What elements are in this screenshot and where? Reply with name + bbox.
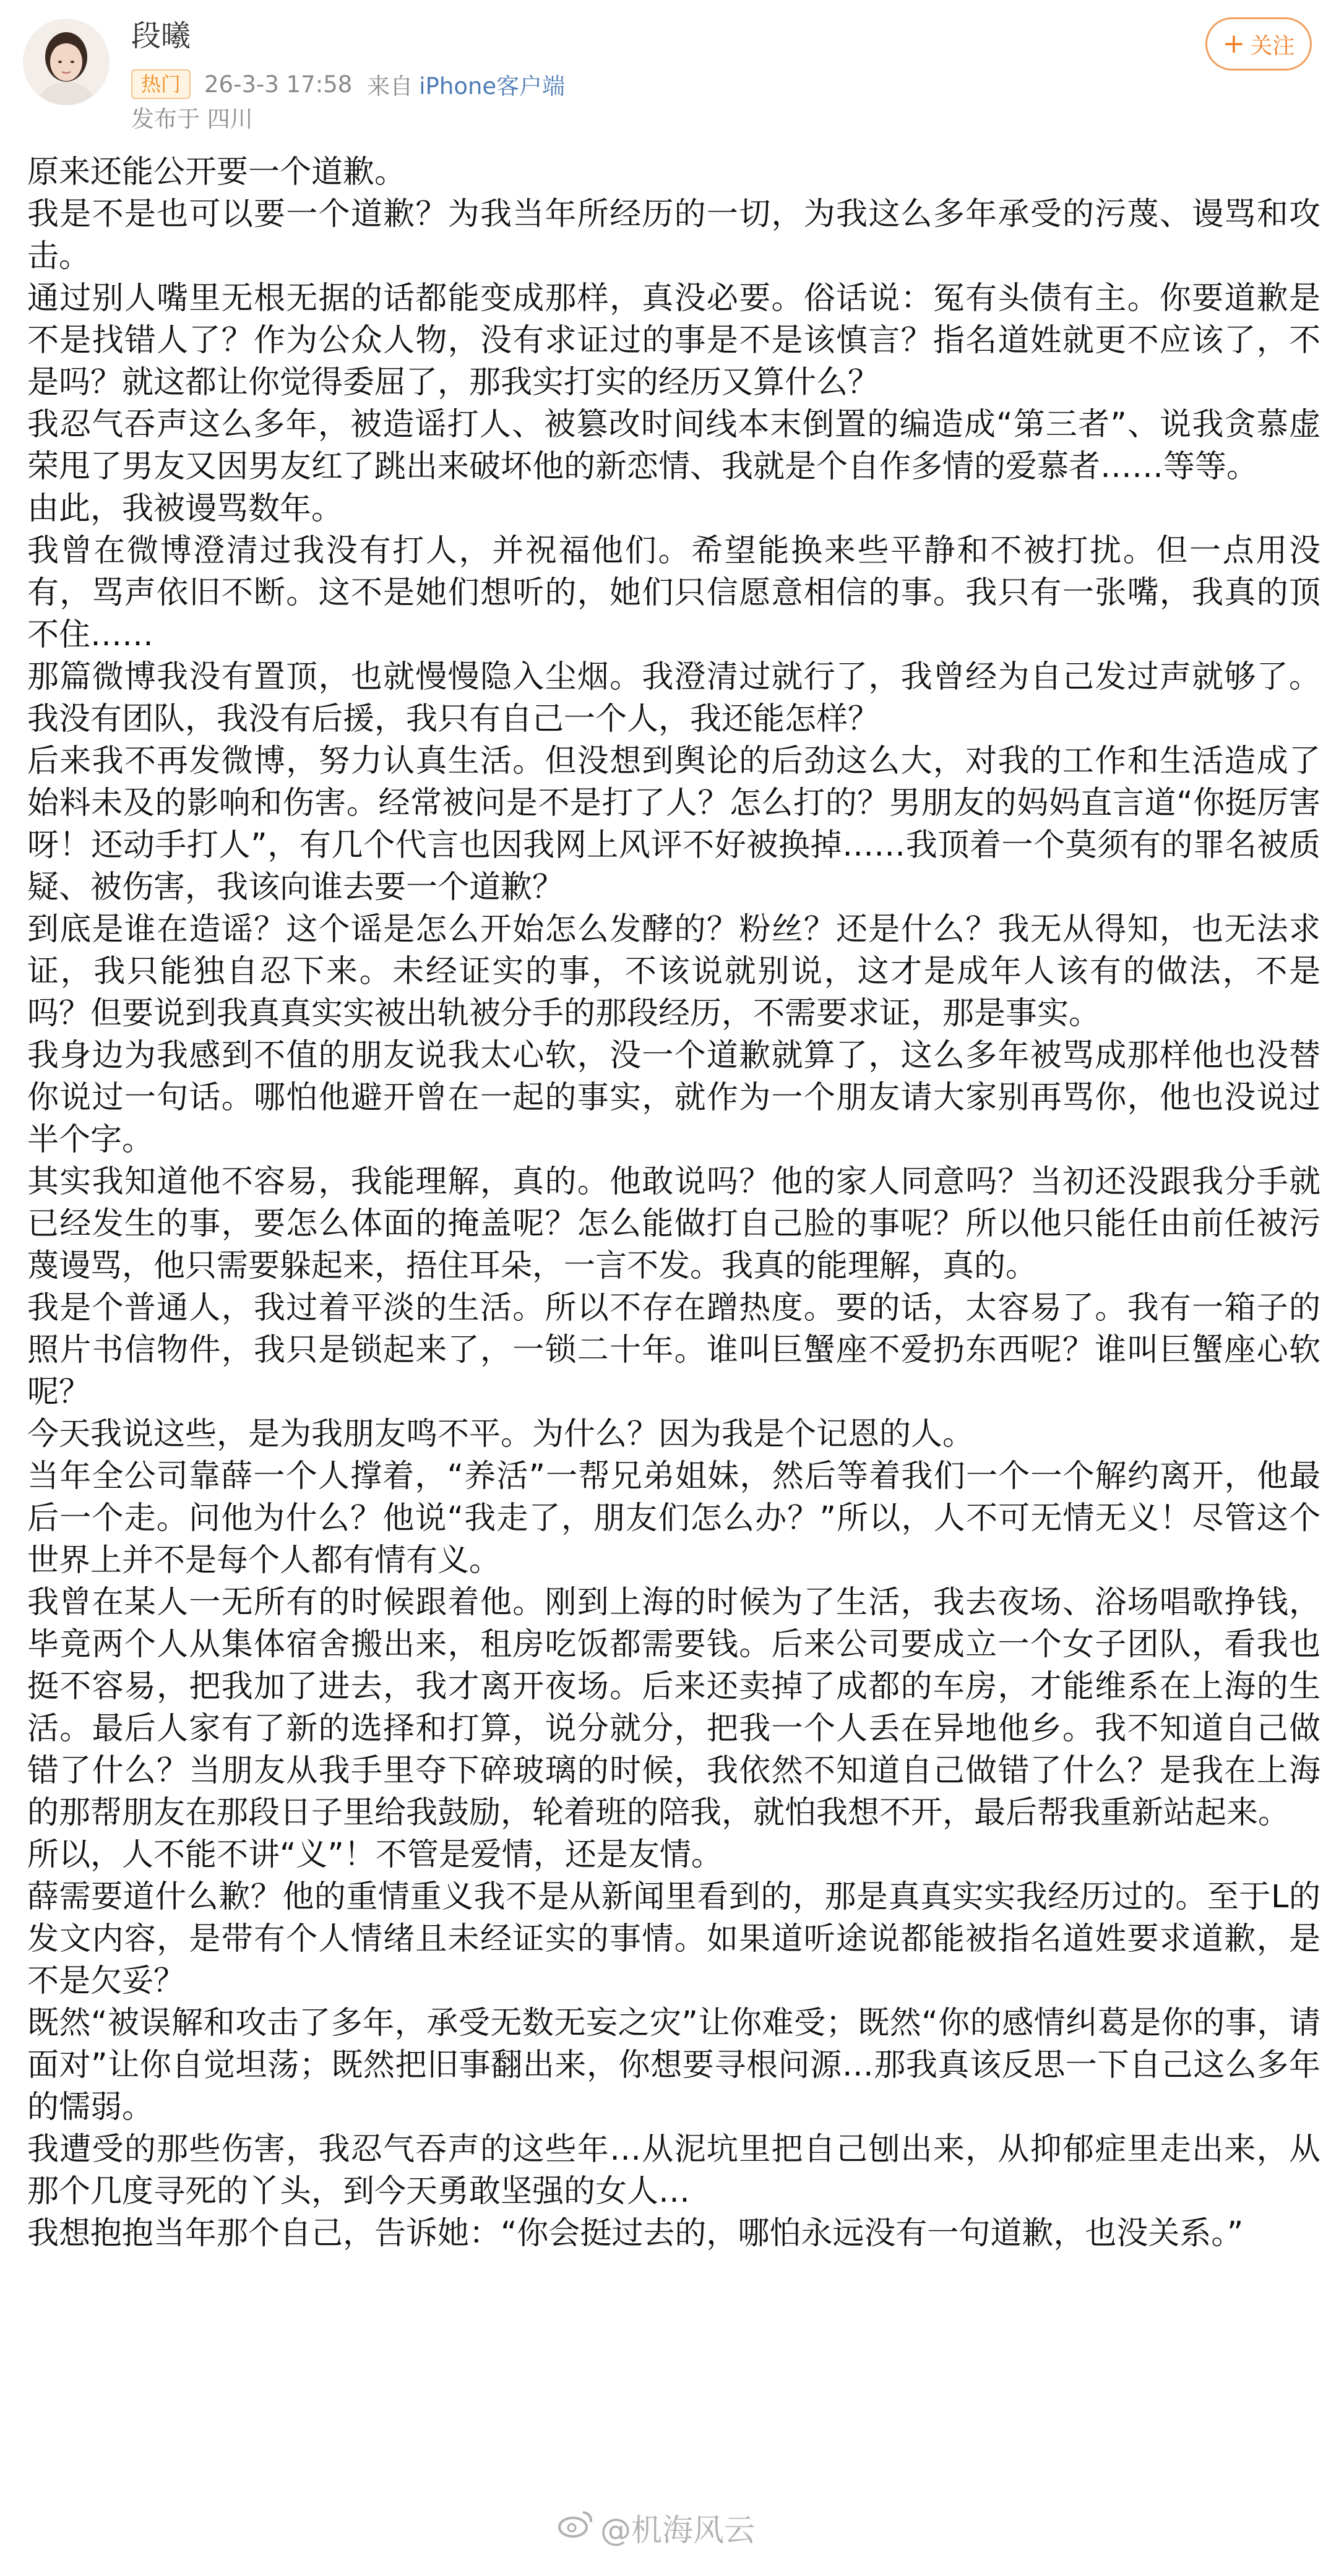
post-paragraph: 我遭受的那些伤害，我忍气吞声的这些年…从泥坑里把自己刨出来，从抑郁症里走出来，从那个几度寻死的丫头，到今天勇敢坚强的女人…	[27, 2131, 1320, 2210]
post-paragraph: 我曾在某人一无所有的时候跟着他。刚到上海的时候为了生活，我去夜场、浴场唱歌挣钱，毕竟两个人从集体宿舍搬出来，租房吃饭都需要钱。后来公司要成立一个女子团队，看我也挺不容易，把我加了进去，我才离开夜场。后来还卖掉了成都的车房，才能维系在上海的生活。最后人家有了新的选择和打算，说分就分，把我一个人丢在异地他乡。我不知道自己做错了什么？当朋友从我手里夺下碎玻璃的时候，我依然不知道自己做错了什么？是我在上海的那帮朋友在那段日子里给我鼓励，轮着班的陪我，就怕我想不开，最后帮我重新站起来。	[27, 1584, 1320, 1831]
avatar-portrait-icon	[23, 19, 110, 105]
post-paragraph: 原来还能公开要一个道歉。	[27, 154, 407, 191]
post-paragraph: 由此，我被谩骂数年。	[27, 491, 343, 527]
post-time: 26-3-3 17:58	[204, 71, 353, 98]
plus-icon: +	[1222, 28, 1246, 59]
post-location: 发布于 四川	[131, 106, 253, 132]
post-paragraph: 其实我知道他不容易，我能理解，真的。他敢说吗？他的家人同意吗？当初还没跟我分手就已经发生的事，要怎么体面的掩盖呢？怎么能做打自己脸的事呢？所以他只能任由前任被污蔑谩骂，他只需要躲起来，捂住耳朵，一言不发。我真的能理解，真的。	[27, 1164, 1320, 1284]
post-paragraph: 既然“被误解和攻击了多年，承受无数无妄之灾”让你难受；既然“你的感情纠葛是你的事，请面对”让你自觉坦荡；既然把旧事翻出来，你想要寻根问源…那我真该反思一下自己这么多年的懦弱。	[27, 2005, 1320, 2126]
post-paragraph: 我是个普通人，我过着平淡的生活。所以不存在蹭热度。要的话，太容易了。我有一箱子的照片书信物件，我只是锁起来了，一锁二十年。谁叫巨蟹座不爱扔东西呢？谁叫巨蟹座心软呢？	[27, 1290, 1320, 1410]
post-paragraph: 当年全公司靠薛一个人撑着，“养活”一帮兄弟姐妹，然后等着我们一个一个解约离开，他最后一个走。问他为什么？他说“我走了，朋友们怎么办？”所以，人不可无情无义！尽管这个世界上并不是每个人都有情有义。	[27, 1458, 1320, 1579]
post-paragraph: 我身边为我感到不值的朋友说我太心软，没一个道歉就算了，这么多年被骂成那样他也没替你说过一句话。哪怕他避开曾在一起的事实，就作为一个朋友请大家别再骂你，他也没说过半个字。	[27, 1037, 1320, 1158]
post-paragraph: 我是不是也可以要一个道歉？为我当年所经历的一切，为我这么多年承受的污蔑、谩骂和攻击。	[27, 196, 1320, 275]
post-meta	[131, 68, 565, 100]
watermark-text: @机海风云	[600, 2512, 755, 2548]
source-link[interactable]: iPhone客户端	[419, 73, 566, 100]
post-header	[0, 0, 1344, 142]
post-body	[27, 152, 1320, 2255]
watermark	[557, 2505, 755, 2550]
post-paragraph: 我忍气吞声这么多年，被造谣打人、被篡改时间线本末倒置的编造成“第三者”、说我贪慕虚荣甩了男友又因男友红了跳出来破坏他的新恋情、我就是个自作多情的爱慕者……等等。	[27, 406, 1320, 485]
follow-label: 关注	[1250, 33, 1295, 59]
avatar[interactable]	[23, 19, 110, 105]
post-paragraph: 到底是谁在造谣？这个谣是怎么开始怎么发酵的？粉丝？还是什么？我无从得知，也无法求证，我只能独自忍下来。未经证实的事，不该说就别说，这才是成年人该有的做法，不是吗？但要说到我真真实实被出轨被分手的那段经历，不需要求证，那是事实。	[27, 911, 1320, 1032]
username[interactable]: 段曦	[131, 19, 191, 53]
post-paragraph: 那篇微博我没有置顶，也就慢慢隐入尘烟。我澄清过就行了，我曾经为自己发过声就够了。我没有团队，我没有后援，我只有自己一个人，我还能怎样？	[27, 659, 1320, 737]
post-paragraph: 薛需要道什么歉？他的重情重义我不是从新闻里看到的，那是真真实实我经历过的。至于L的发文内容，是带有个人情绪且未经证实的事情。如果道听途说都能被指名道姓要求道歉，是不是欠妥？	[27, 1879, 1320, 1999]
post-paragraph: 所以，人不能不讲“义”！不管是爱情，还是友情。	[27, 1837, 723, 1873]
follow-button[interactable]	[1205, 17, 1312, 71]
source-prefix: 来自	[367, 73, 413, 100]
post-paragraph: 我曾在微博澄清过我没有打人，并祝福他们。希望能换来些平静和不被打扰。但一点用没有，骂声依旧不断。这不是她们想听的，她们只信愿意相信的事。我只有一张嘴，我真的顶不住……	[27, 533, 1320, 653]
post-paragraph: 我想抱抱当年那个自己，告诉她：“你会挺过去的，哪怕永远没有一句道歉，也没关系。”	[27, 2215, 1244, 2252]
post-paragraph: 通过别人嘴里无根无据的话都能变成那样，真没必要。俗话说：冤有头债有主。你要道歉是不是找错人了？作为公众人物，没有求证过的事是不是该慎言？指名道姓就更不应该了，不是吗？就这都让你觉得委屈了，那我实打实的经历又算什么？	[27, 280, 1320, 401]
hot-badge: 热门	[131, 69, 191, 99]
weibo-logo-icon	[557, 2509, 594, 2547]
post-paragraph: 今天我说这些，是为我朋友鸣不平。为什么？因为我是个记恩的人。	[27, 1416, 975, 1453]
post-paragraph: 后来我不再发微博，努力认真生活。但没想到舆论的后劲这么大，对我的工作和生活造成了始料未及的影响和伤害。经常被问是不是打了人？怎么打的？男朋友的妈妈直言道“你挺厉害呀！还动手打人”，有几个代言也因我网上风评不好被换掉……我顶着一个莫须有的罪名被质疑、被伤害，我该向谁去要一个道歉？	[27, 743, 1320, 906]
